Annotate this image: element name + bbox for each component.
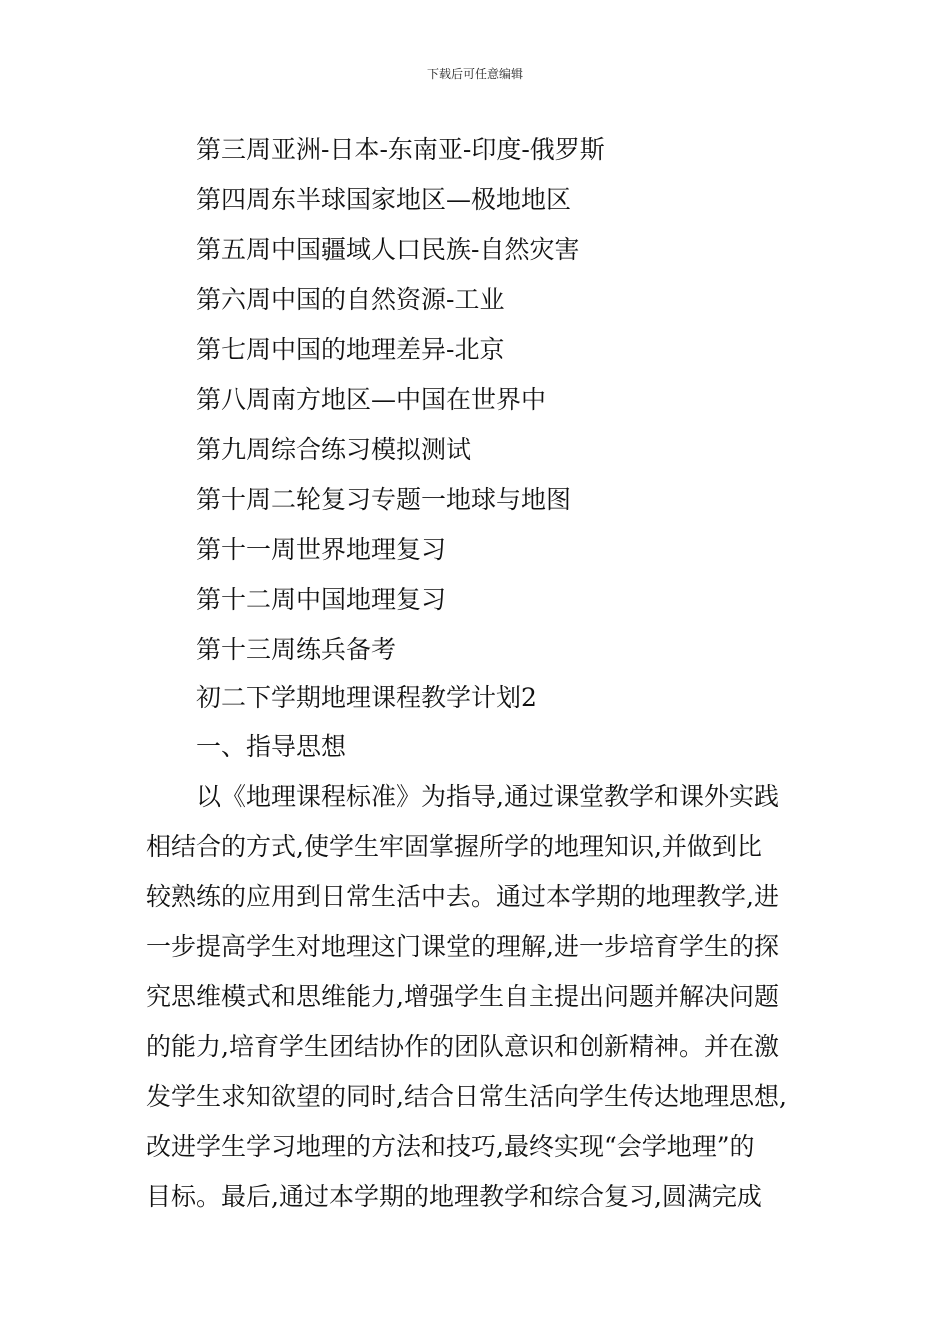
schedule-item: 第七周中国的地理差异-北京	[196, 335, 505, 364]
schedule-item: 第六周中国的自然资源-工业	[196, 285, 505, 314]
schedule-item: 第十三周练兵备考	[196, 635, 397, 664]
paragraph-line: 较熟练的应用到日常生活中去。通过本学期的地理教学,进	[146, 882, 779, 911]
paragraph-line: 改进学生学习地理的方法和技巧,最终实现“会学地理”的	[146, 1132, 755, 1161]
schedule-item: 第三周亚洲-日本-东南亚-印度-俄罗斯	[196, 135, 605, 164]
page-header-note: 下载后可任意编辑	[426, 67, 523, 81]
schedule-item: 第十一周世界地理复习	[196, 535, 447, 564]
paragraph-line: 目标。最后,通过本学期的地理教学和综合复习,圆满完成	[146, 1182, 762, 1211]
weekly-schedule-list	[196, 129, 605, 679]
paragraph-line: 相结合的方式,使学生牢固掌握所学的地理知识,并做到比	[146, 832, 762, 861]
plan-title: 初二下学期地理课程教学计划2	[196, 683, 537, 712]
paragraph-line: 的能力,培育学生团结协作的团队意识和创新精神。并在激	[146, 1032, 779, 1061]
paragraph-line: 发学生求知欲望的同时,结合日常生活向学生传达地理思想,	[146, 1082, 787, 1111]
schedule-item: 第八周南方地区—中国在世界中	[196, 385, 547, 414]
paragraph-line: 以《地理课程标准》为指导,通过课堂教学和课外实践	[196, 782, 779, 811]
schedule-item: 第五周中国疆域人口民族-自然灾害	[196, 235, 580, 264]
schedule-item: 第四周东半球国家地区—极地地区	[196, 185, 572, 214]
schedule-item: 第九周综合练习模拟测试	[196, 435, 472, 464]
guiding-thought-paragraph	[146, 776, 808, 1226]
schedule-item: 第十周二轮复习专题一地球与地图	[196, 485, 572, 514]
schedule-item: 第十二周中国地理复习	[196, 585, 447, 614]
paragraph-line: 一步提高学生对地理这门课堂的理解,进一步培育学生的探	[146, 932, 779, 961]
paragraph-line: 究思维模式和思维能力,增强学生自主提出问题并解决问题	[146, 982, 779, 1011]
section-heading: 一、指导思想	[196, 732, 347, 761]
